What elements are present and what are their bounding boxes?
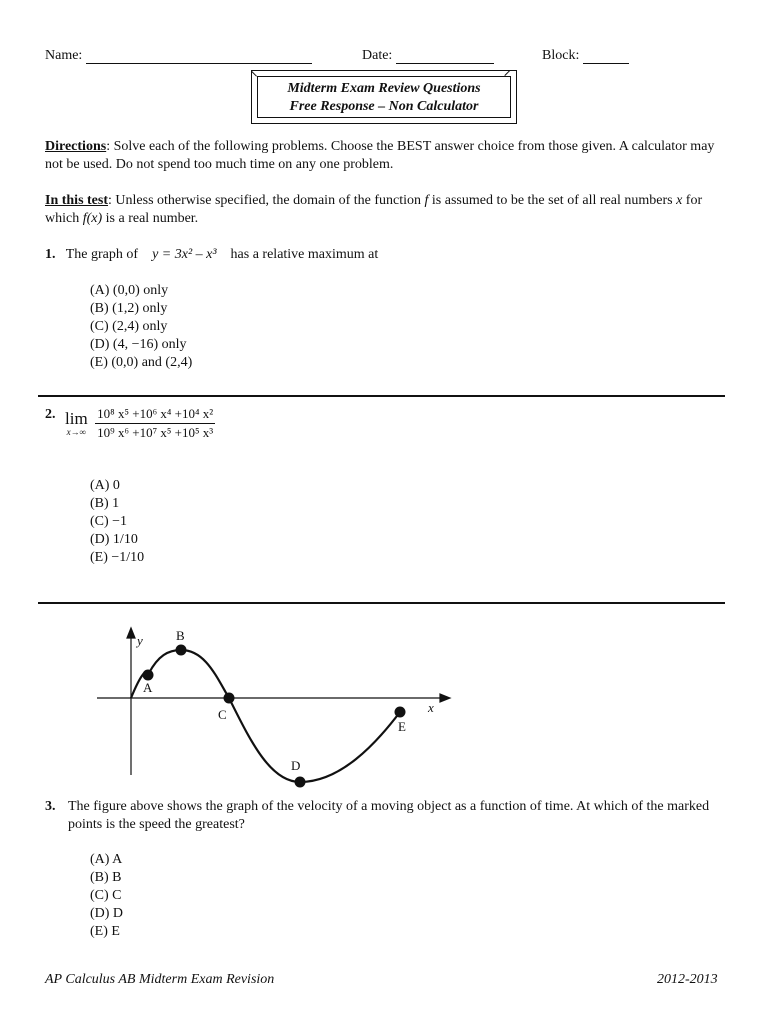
block-label: Block: xyxy=(542,48,580,63)
question-prompt: has a relative maximum at xyxy=(230,247,379,262)
question-prompt: The figure above shows the graph of the velocity of a moving object as a function of time. At which of the marked points is the speed the greatest? xyxy=(68,799,710,832)
point-c-marker xyxy=(224,693,235,704)
function-fx: f(x) xyxy=(82,211,103,226)
answer-choice: (E) (0,0) and (2,4) xyxy=(90,355,193,370)
name-label: Name: xyxy=(45,48,83,63)
answer-choice: (B) B xyxy=(90,870,122,885)
y-axis-arrow xyxy=(127,628,135,638)
title-line-1: Midterm Exam Review Questions xyxy=(287,81,481,96)
answer-choice: (C) −1 xyxy=(90,514,128,529)
point-b-label: B xyxy=(176,628,185,643)
answer-choice: (D) D xyxy=(90,906,124,921)
q3-choices xyxy=(90,851,123,941)
answer-choice: (E) −1/10 xyxy=(90,550,145,565)
answer-choice: (D) 1/10 xyxy=(90,532,138,547)
variable-x: x xyxy=(676,193,683,208)
question-number: 3. xyxy=(45,799,56,814)
lim-subscript: x→∞ xyxy=(66,427,87,437)
function-f: f xyxy=(424,193,429,208)
directions-text: : Solve each of the following problems. Choose the BEST answer choice from those given. A calculator may not be used. Do not spend too much time on any one problem. xyxy=(45,139,715,172)
answer-choice: (C) C xyxy=(90,888,122,903)
question-3 xyxy=(45,798,725,834)
in-this-test-text: for which xyxy=(45,193,703,226)
answer-choice: (A) 0 xyxy=(90,478,120,493)
directions-label: Directions xyxy=(45,139,107,154)
point-d-marker xyxy=(295,777,306,788)
in-this-test-text: is assumed to be the set of all real numbers xyxy=(428,193,677,208)
point-e-marker xyxy=(395,707,406,718)
answer-choice: (D) (4, −16) only xyxy=(90,337,187,352)
y-axis-label: y xyxy=(137,633,143,648)
in-this-test-text: : Unless otherwise specified, the domain of the function xyxy=(108,193,425,208)
footer-year: 2012-2013 xyxy=(657,972,718,987)
answer-choice: (A) (0,0) only xyxy=(90,283,169,298)
in-this-test-text: is a real number. xyxy=(102,211,199,226)
lim-text: lim xyxy=(65,409,88,428)
question-number: 2. xyxy=(45,406,56,422)
answer-choice: (B) 1 xyxy=(90,496,120,511)
point-a-label: A xyxy=(143,680,153,695)
question-prompt: The graph of xyxy=(65,247,139,262)
point-d-label: D xyxy=(291,758,301,773)
x-axis-arrow xyxy=(440,694,450,702)
point-b-marker xyxy=(176,645,187,656)
point-c-label: C xyxy=(218,707,227,722)
answer-choice: (A) A xyxy=(90,852,123,867)
answer-choice: (C) (2,4) only xyxy=(90,319,168,334)
in-this-test-label: In this test xyxy=(45,193,109,208)
date-label: Date: xyxy=(362,48,393,63)
question-number: 1. xyxy=(45,247,56,262)
denominator: 10⁹ x⁶ +10⁷ x⁵ +10⁵ x³ xyxy=(97,425,214,440)
title-line-2: Free Response – Non Calculator xyxy=(289,99,479,114)
point-e-label: E xyxy=(398,719,406,734)
answer-choice: (B) (1,2) only xyxy=(90,301,168,316)
point-a-marker xyxy=(143,670,154,681)
equation: y = 3x² – x³ xyxy=(152,247,217,262)
answer-choice: (E) E xyxy=(90,924,120,939)
numerator: 10⁸ x⁵ +10⁶ x⁴ +10⁴ x² xyxy=(95,406,215,424)
velocity-curve xyxy=(131,650,400,782)
footer-course: AP Calculus AB Midterm Exam Revision xyxy=(45,972,275,987)
x-axis-label: x xyxy=(428,700,434,715)
